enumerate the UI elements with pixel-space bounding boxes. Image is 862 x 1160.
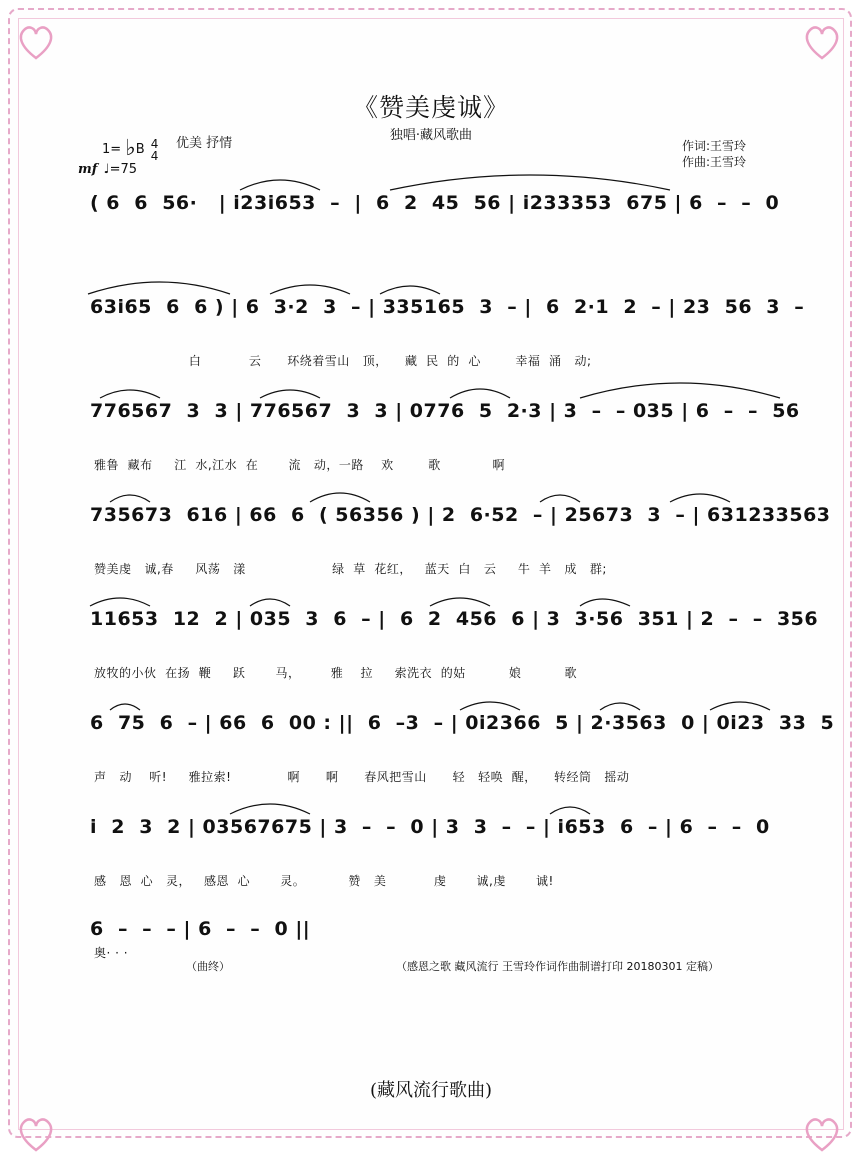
composer-credit: 作曲:王雪玲 bbox=[682, 155, 747, 169]
score-row-5 bbox=[80, 608, 819, 694]
lyrics-row-3: 雅鲁 藏布 江 水,江水 在 流 动，一路 欢 歌 啊 bbox=[94, 458, 505, 472]
tempo-value: ♩=75 bbox=[103, 162, 138, 177]
notes-row-1: ( 6 6 56· | i23i653 – | 6 2 45 56 | i233353 675 | 6 – – 0 bbox=[90, 192, 780, 214]
notes-row-8: 6 – – – | 6 – – 0 || bbox=[90, 918, 311, 940]
notes-row-5: 11653 12 2 | 035 3 6 – | 6 2 456 6 | 3 3·56 351 | 2 – – 356 bbox=[90, 608, 819, 630]
score-row-4 bbox=[80, 504, 831, 590]
notes-row-6: 6 75 6 – | 66 6 00 : || 6 –3 – | 0i2366 5 | 2·3563 0 | 0i23 33 5 bbox=[90, 712, 835, 734]
lyrics-row-2: 白 云 环绕着雪山 顶， 藏 民 的 心 幸福 涌 动; bbox=[94, 354, 592, 368]
time-top: 4 bbox=[150, 136, 159, 151]
flat-sign: ♭ bbox=[125, 136, 136, 161]
lyrics-row-7: 感 恩 心 灵， 感恩 心 灵。 赞 美 虔 诚,虔 诚! bbox=[94, 874, 554, 888]
score-row-2 bbox=[80, 296, 805, 382]
lyrics-row-8: 奥· · · bbox=[94, 946, 129, 960]
lyricist-credit: 作词:王雪玲 bbox=[682, 139, 747, 153]
song-title: 《赞美虔诚》 bbox=[352, 93, 509, 122]
score-row-3 bbox=[80, 400, 800, 486]
time-bottom: 4 bbox=[150, 148, 159, 163]
score-row-7 bbox=[80, 816, 792, 902]
lyrics-row-6: 声 动 听! 雅拉索! 啊 啊 春风把雪山 轻 轻唤 醒， 转经筒 摇动 bbox=[94, 770, 630, 784]
key-signature bbox=[102, 136, 158, 162]
heart-icon-top-left bbox=[14, 20, 58, 64]
heart-icon-top-right bbox=[800, 20, 844, 64]
dynamic-marking: mf bbox=[78, 162, 98, 177]
notes-row-2: 63i65 6 6 ) | 6 3·2 3 – | 335165 3 – | 6 2·1 2 – | 23 56 3 – bbox=[90, 296, 805, 318]
lyrics-row-5: 放牧的小伙 在扬 鞭 跃 马， 雅 拉 索洗衣 的姑 娘 歌 bbox=[94, 666, 577, 680]
song-subtitle: 独唱·藏风歌曲 bbox=[389, 128, 473, 143]
lyrics-row-4: 赞美虔 诚,春 风荡 漾 绿 草 花红， 蓝天 白 云 牛 羊 成 群; bbox=[94, 562, 607, 576]
notes-row-3: 776567 3 3 | 776567 3 3 | 0776 5 2·3 | 3 – – 035 | 6 – – 56 bbox=[90, 400, 800, 422]
notes-row-4: 735673 616 | 66 6 ( 56356 ) | 2 6·52 – | 25673 3 – | 631233563 bbox=[90, 504, 831, 526]
notes-row-7: i 2 3 2 | 03567675 | 3 – – 0 | 3 3 – – | i653 6 – | 6 – – 0 bbox=[90, 816, 770, 838]
mood-marking: 优美 抒情 bbox=[176, 136, 233, 151]
time-signature bbox=[151, 138, 159, 162]
score-row-6 bbox=[80, 712, 835, 798]
score-row-1 bbox=[80, 192, 792, 278]
end-mark: （曲终） bbox=[186, 960, 230, 973]
bottom-caption: (藏风流行歌曲) bbox=[369, 1080, 493, 1101]
key-note: B bbox=[135, 142, 145, 157]
key-prefix: 1= bbox=[102, 142, 122, 157]
heart-icon-bottom-right bbox=[800, 1112, 844, 1156]
print-note: （感恩之歌 藏风流行 王雪玲作词作曲制谱打印 20180301 定稿） bbox=[396, 960, 719, 973]
heart-icon-bottom-left bbox=[14, 1112, 58, 1156]
